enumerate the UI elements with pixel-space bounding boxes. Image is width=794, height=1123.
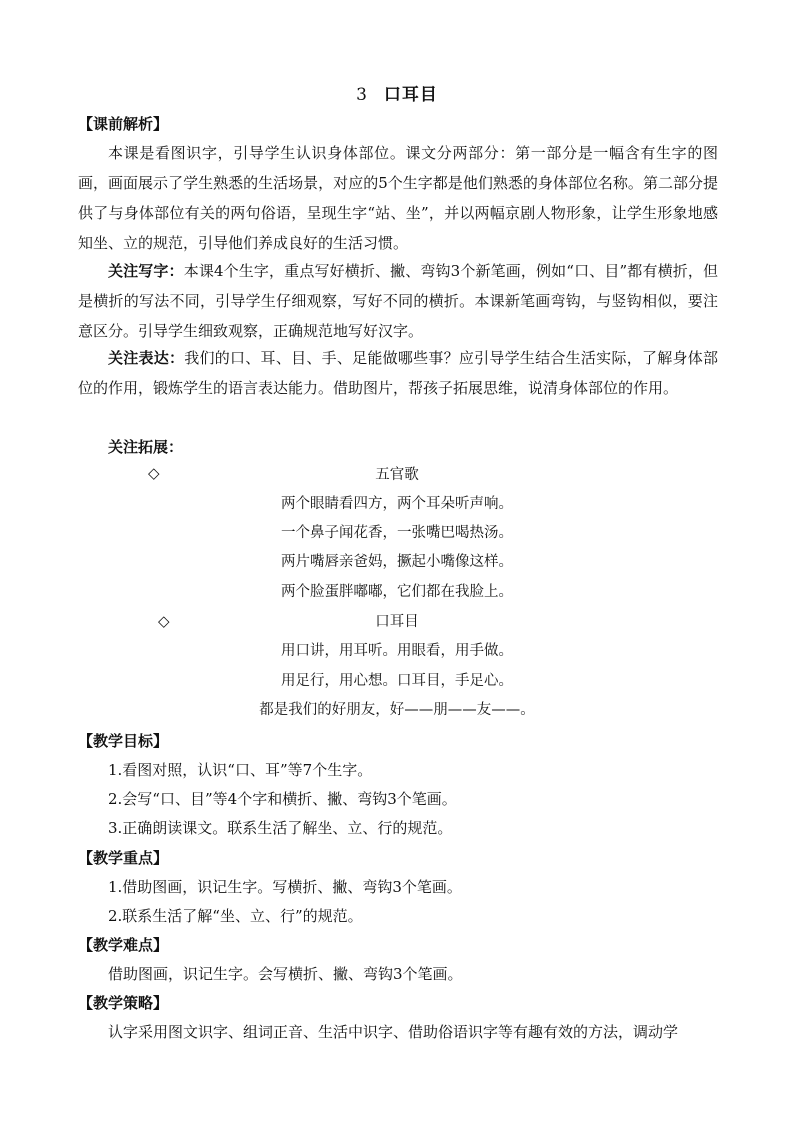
- paragraph-expression-body: 我们的口、耳、目、手、足能做哪些事？应引导学生结合生活实际，了解身体部位的作用，锻炼学生的语言表达能力。借助图片，帮孩子拓展思维，说清身体部位的作用。: [78, 349, 718, 397]
- diamond-marker-1: ◇: [148, 464, 160, 482]
- key-point-item-1: 1.借助图画，识记生字。写横折、撇、弯钩3个笔画。: [108, 878, 462, 896]
- paragraph-expression: [78, 343, 718, 403]
- paragraph-writing-body: 本课4个生字，重点写好横折、撇、弯钩3个新笔画，例如“口、目”都有横折，但是横折的写法不同，引导学生仔细观察，写好不同的横折。本课新笔画弯钩，与竖钩相似，要注意区分。引导学生细致观察，正确规范地写好汉字。: [78, 262, 718, 340]
- diamond-marker-2: ◇: [158, 612, 170, 630]
- poem1-title: 五官歌: [375, 467, 419, 483]
- poem1-line-2: 一个鼻子闻花香，一张嘴巴喝热汤。: [281, 525, 513, 541]
- section-heading-strategy: 【教学策略】: [78, 994, 169, 1012]
- paragraph-writing-lead: 关注写字：: [108, 262, 184, 280]
- difficulty-item-1: 借助图画，识记生字。会写横折、撇、弯钩3个笔画。: [108, 965, 463, 983]
- poem2-title: 口耳目: [375, 614, 419, 630]
- paragraph-intro: 本课是看图识字，引导学生认识身体部位。课文分两部分：第一部分是一幅含有生字的图画，画面展示了学生熟悉的生活场景，对应的5个生字都是他们熟悉的身体部位名称。第二部分提供了与身体部位有关的两句俗语，呈现生字“站、坐”，并以两幅京剧人物形象，让学生形象地感知坐、立的规范，引导他们养成良好的生活习惯。: [78, 144, 718, 252]
- paragraph-extension: [78, 432, 718, 462]
- poem2-line-3: 都是我们的好朋友，好——朋——友——。: [259, 702, 535, 718]
- key-point-item-2: 2.联系生活了解“坐、立、行”的规范。: [108, 907, 363, 925]
- section-heading-goals: 【教学目标】: [78, 732, 169, 750]
- lesson-title-text: 口耳目: [383, 85, 438, 105]
- paragraph-extension-lead: 关注拓展：: [108, 438, 184, 456]
- goal-item-2: 2.会写“口、目”等4个字和横折、撇、弯钩3个笔画。: [108, 790, 457, 808]
- strategy-text: 认字采用图文识字、组词正音、生活中识字、借助俗语识字等有趣有效的方法，调动学: [108, 1023, 679, 1041]
- paragraph-writing: [78, 256, 718, 346]
- lesson-title: [0, 80, 794, 105]
- section-heading-difficulties: 【教学难点】: [78, 936, 169, 954]
- section-heading-key-points: 【教学重点】: [78, 849, 169, 867]
- lesson-number: 3: [356, 85, 368, 105]
- section-heading-pre-analysis: 【课前解析】: [78, 115, 169, 133]
- poem1-line-3: 两片嘴唇亲爸妈，撅起小嘴像这样。: [281, 554, 513, 570]
- paragraph-expression-lead: 关注表达：: [108, 349, 185, 367]
- poem2-line-1: 用口讲，用耳听。用眼看，用手做。: [281, 643, 513, 659]
- poem1-line-1: 两个眼睛看四方，两个耳朵听声响。: [281, 496, 513, 512]
- goal-item-3: 3.正确朗读课文。联系生活了解坐、立、行的规范。: [108, 819, 453, 837]
- poem2-line-2: 用足行，用心想。口耳目，手足心。: [281, 673, 513, 689]
- poem1-line-4: 两个脸蛋胖嘟嘟，它们都在我脸上。: [281, 584, 513, 600]
- goal-item-1: 1.看图对照，认识“口、耳”等7个生字。: [108, 761, 373, 779]
